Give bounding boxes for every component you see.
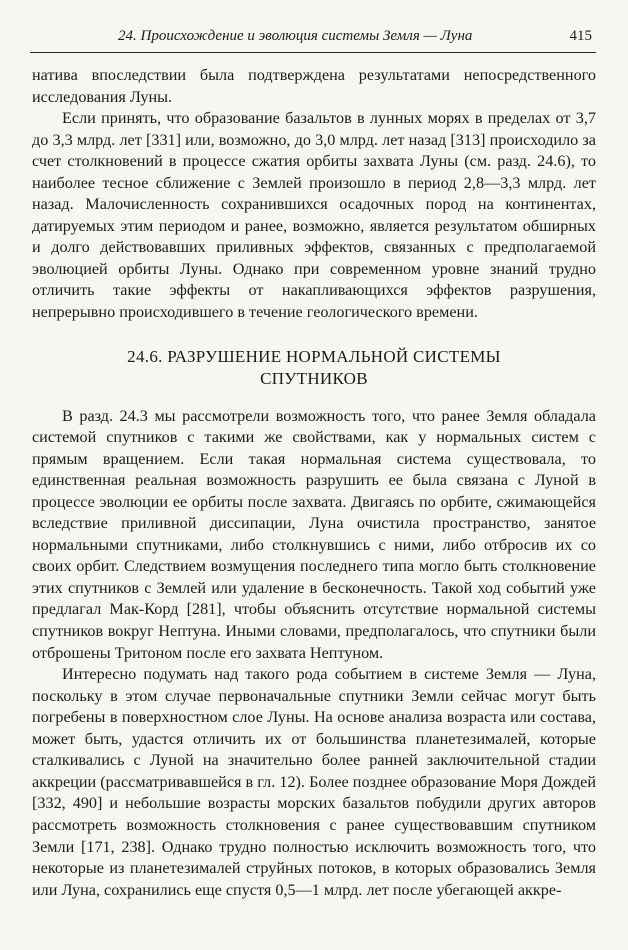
paragraph-continuation: натива впоследствии была подтверждена результатами непосредственного исследования Луны. [32,66,596,106]
section-heading-line1: 24.6. РАЗРУШЕНИЕ НОРМАЛЬНОЙ СИСТЕМЫ [127,346,501,366]
section-heading [32,346,596,390]
running-title: 24. Происхождение и эволюция системы Земля — Луна [118,28,473,44]
section-heading-line2: СПУТНИКОВ [260,368,368,388]
paragraph-basalts: Если принять, что образование базальтов в лунных морях в пределах от 3,7 до 3,3 млрд. лет [331] или, возможно, до 3,0 млрд. лет назад [313] происходило за счет столкновений в процессе сжатия орбиты захвата Луны (см. разд. 24.6), то наиболее тесное сближение с Землей произошло в период 2,8—3,3 млрд. лет назад. Малочисленность сохранившихся осадочных пород на континентах, датируемых этим периодом и ранее, возможно, является результатом обширных и долго действовавших приливных эффектов, связанных с предполагаемой эволюцией орбиты Луны. Однако при современном уровне знаний трудно отличить такие эффекты от накапливающихся эффектов разрушения, непрерывно происходившего в течение геологического времени. [32,109,596,322]
page-header [30,22,596,53]
paragraph-satellite-system: В разд. 24.3 мы рассмотрели возможность того, что ранее Земля обладала системой спутников с такими же свойствами, как у нормальных систем с прямым вращением. Если такая нормальная система существовала, то единственная реальная возможность разрушить ее была связана с Луной в процессе эволюции ее орбиты после захвата. Двигаясь по орбите, сжимающейся вследствие приливной диссипации, Луна очистила пространство, занятое нормальными спутниками, либо столкнувшись с ними, либо отбросив их со своих орбит. Следствием возмущения последнего типа могло быть столкновение этих спутников с Землей или удаление в бесконечность. Такой ход событий уже предлагал Мак-Корд [281], чтобы объяснить отсутствие нормальной системы спутников вокруг Нептуна. Иными словами, предполагалось, что спутники были отброшены Тритоном после его захвата Нептуном. [32,406,596,662]
page-number: 415 [569,28,592,44]
body-text [32,65,596,901]
paragraph-earth-moon: Интересно подумать над такого рода событием в системе Земля — Луна, поскольку в этом случае первоначальные спутники Земли сейчас могут быть погребены в поверхностном слое Луны. На основе анализа возраста или состава, может быть, удастся отличить их от большинства планетезималей, которые сталкивались с Луной на значительно более ранней заключительной стадии аккреции (рассматривавшейся в гл. 12). Более позднее образование Моря Дождей [332, 490] и небольшие возрасты морских базальтов побудили других авторов рассмотреть возможность столкновения с ранее существовавшим спутником Земли [171, 238]. Однако трудно полностью исключить возможность того, что некоторые из планетезималей струйных потоков, в которых образовались Земля или Луна, сохранились еще спустя 0,5—1 млрд. лет после убегающей аккре- [32,665,596,899]
